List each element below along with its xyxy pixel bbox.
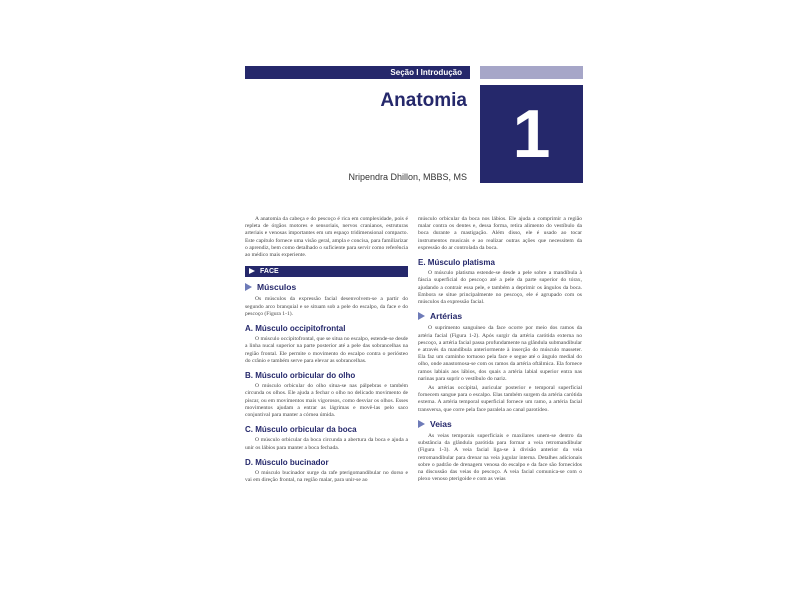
musculos-paragraph: Os músculos da expressão facial desenvolvem-se a partir do segundo arco branquial e se situam sob a pele do escalpo, da face e do pescoço (Figura 1-1). [245,296,408,317]
paragraph-e: O músculo platisma estende-se desde a pele sobre a mandíbula à fáscia superficial do pescoço até a pele da parte superior do tórax, ajudando a contrair essa pele, e também a deprimir os ângulos da boca. Embora se situe principalmente no pescoço, ele é agrupado com os músculos da expressão facial. [418,270,582,306]
heading-d: D. Músculo bucinador [245,457,329,467]
heading-e: E. Músculo platisma [418,258,495,268]
arterias-paragraph-1: O suprimento sanguíneo da face ocorre por meio dos ramos da artéria facial (Figura 1-2). Após surgir da artéria carótida externa no pescoço, a artéria facial passa profundamente na glândula submandibular e através da mandíbula anteriormente à inserção do músculo masseter. Ela faz um caminho tortuoso pela face e segue até o ângulo medial do olho, onde anastomosa-se com os ramos da artéria oftálmica. Ela fornece ramos labiais aos lábios, dos quais a artéria labial superior entra nas narinas para suprir o vestíbulo do nariz. [418,325,582,382]
intro-paragraph: A anatomia da cabeça e do pescoço é rica em complexidade, pois é repleta de órgãos motores e sensoriais, nervos cranianos, estruturas arteriais e venosas importantes em um espaço tridimensional compacto. Este capítulo fornece uma visão geral, ampla e concisa, para familiarizar o aprendiz, bem como detalhado o suficiente para servir como referência ao médico mais experiente. [245,216,408,259]
heading-a: A. Músculo occipitofrontal [245,324,346,334]
face-label: FACE [260,268,279,276]
paragraph-d: O músculo bucinador surge da rafe pterigomandibular no dorso e vai em direção frontal, na região malar, para unir-se ao [245,470,408,484]
heading-b: B. Músculo orbicular do olho [245,371,356,381]
triangle-icon [249,268,255,274]
triangle-icon [418,420,425,428]
veias-heading [418,420,582,428]
paragraph-b: O músculo orbicular do olho situa-se nas pálpebras e também circunda os olhos. Ele ajuda a fechar o olho no delicado movimento de piscar, ou em movimentos mais vigorosos, como desviar os olhos. Esses movimentos ajudam a entrar as lágrimas e movê-las pelo saco conjuntival para manter a córnea úmida. [245,383,408,419]
paragraph-a: O músculo occipitofrontal, que se situa no escalpo, estende-se desde a linha nucal superior na parte posterior até a pele das sobrancelhas na região frontal. Ele permite o movimento do escalpo contra o periósteo do crânio e também serve para elevar as sobrancelhas. [245,336,409,364]
chapter-number-block [480,85,583,183]
veias-paragraph: As veias temporais superficiais e maxilares unem-se dentro da substância da glândula parótida para formar a veia retromandibular (Figura 1-3). A veia facial liga-se à divisão anterior da veia retromandibular para drenar na veia jugular interna. Detalhes adicionais sobre o padrão de drenagem venosa do escalpo e da face são fornecidos na discussão das veias do pescoço. A veia facial comunica-se com o plexo venoso pterigoide e com as veias [418,433,582,483]
musculos-heading-text: Músculos [257,282,297,293]
triangle-icon [245,283,252,291]
left-column [245,216,408,486]
section-header-bar [245,66,470,79]
chapter-title: Anatomia [380,90,467,111]
author-line: Nripendra Dhillon, MBBS, MS [348,172,467,182]
triangle-icon [418,312,425,320]
veias-heading-text: Veias [430,418,452,429]
arterias-heading-text: Artérias [430,311,463,322]
paragraph-c: O músculo orbicular da boca circunda a abertura da boca e ajuda a unir os lábios para manter a boca fechada. [245,437,408,451]
continued-paragraph: músculo orbicular da boca nos lábios. Ele ajuda a comprimir a região malar contra os dentes e, dessa forma, retira alimento do vestíbulo da boca durante a mastigação. Além disso, ele é usado ao tocar instrumentos musicais e ao realizar outras ações que necessitem da expressão do ar controlada da boca. [418,216,582,251]
musculos-heading [245,283,408,291]
heading-c: C. Músculo orbicular da boca [245,425,357,435]
arterias-paragraph-2: As artérias occipital, auricular posterior e temporal superficial fornecem sangue para o escalpo. Elas também surgem da artéria carótida externa. A artéria temporal superficial fornece um ramo, a artéria facial transversa, que corre pela face paralela ao canal parotídeo. [418,385,582,413]
right-column [418,216,582,486]
header-accent-bar [480,66,583,79]
arterias-heading [418,312,582,320]
section-label: Seção I Introdução [390,68,462,77]
chapter-number: 1 [512,96,551,172]
face-section-bar [245,266,408,277]
